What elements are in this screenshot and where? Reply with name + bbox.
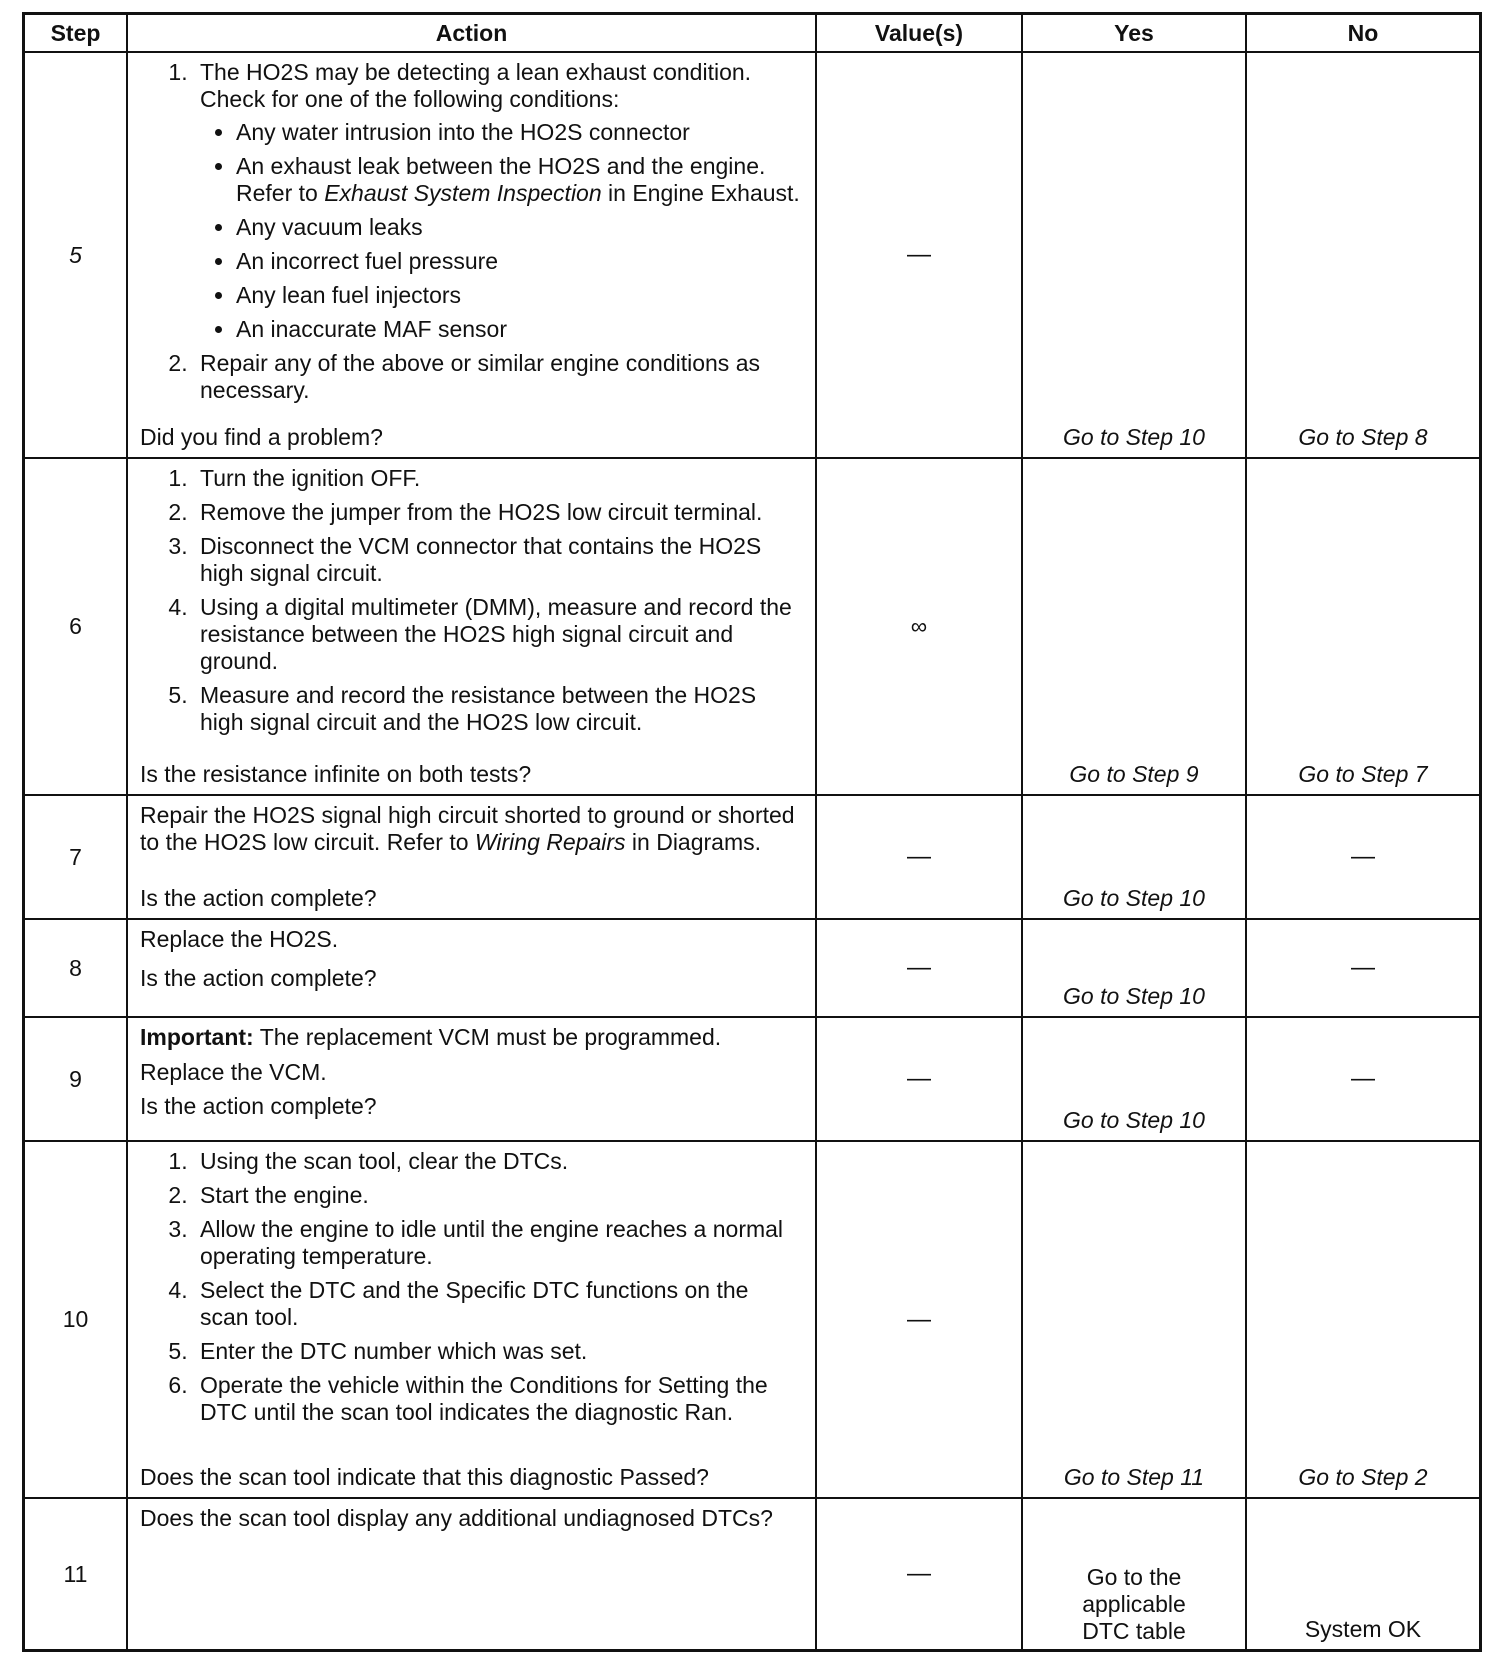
condition-item: • An incorrect fuel pressure	[236, 248, 803, 275]
action-item: 1. The HO2S may be detecting a lean exhaust condition. Check for one of the following conditions: • Any water intrusion into the HO2S connector • An exhaust leak between the HO2S and the engine. Refer to Exhaust System Inspection in Engine Exhaust. • Any vacuum leaks • An incorrect fuel pressure • Any lean fuel injectors • An inaccurate MAF sensor	[194, 59, 803, 343]
step-question: Is the action complete?	[140, 965, 377, 991]
no-outcome: Go to Step 8	[1298, 424, 1428, 450]
step-question: Does the scan tool display any additional undiagnosed DTCs?	[140, 1505, 773, 1531]
table-header-row	[25, 15, 1479, 51]
action-cell	[126, 1018, 815, 1140]
table-row-step-6	[25, 457, 1479, 794]
action-item: 5. Enter the DTC number which was set.	[194, 1338, 803, 1365]
action-item: 3. Allow the engine to idle until the engine reaches a normal operating temperature.	[194, 1216, 803, 1270]
reference-link-text: Exhaust System Inspection	[324, 180, 602, 206]
yes-outcome: Go to Step 11	[1063, 1464, 1205, 1490]
reference-link-text: Wiring Repairs	[474, 829, 626, 855]
step-number: 10	[62, 1306, 89, 1332]
yes-outcome: Go to the applicable DTC table	[1082, 1564, 1186, 1644]
important-note: Important: The replacement VCM must be programmed.	[140, 1024, 722, 1050]
step-number: 7	[69, 843, 82, 870]
value-cell: —	[815, 53, 1021, 457]
action-text: Replace the VCM.	[140, 1059, 327, 1085]
no-outcome: Go to Step 7	[1298, 761, 1428, 787]
table-row-step-10	[25, 1140, 1479, 1497]
action-item: 4. Using a digital multimeter (DMM), measure and record the resistance between the HO2S high signal circuit and ground.	[194, 594, 803, 675]
yes-outcome: Go to Step 10	[1063, 983, 1205, 1009]
value-cell: —	[815, 1499, 1021, 1649]
action-item: 5. Measure and record the resistance between the HO2S high signal circuit and the HO2S low circuit.	[194, 682, 803, 736]
condition-item: • Any water intrusion into the HO2S connector	[236, 119, 803, 146]
action-item: 2. Remove the jumper from the HO2S low circuit terminal.	[194, 499, 803, 526]
action-item: 6. Operate the vehicle within the Conditions for Setting the DTC until the scan tool indicates the diagnostic Ran.	[194, 1372, 803, 1426]
action-item: 3. Disconnect the VCM connector that contains the HO2S high signal circuit.	[194, 533, 803, 587]
table-row-step-9	[25, 1016, 1479, 1140]
condition-item: • Any vacuum leaks	[236, 214, 803, 241]
step-number: 6	[69, 613, 82, 639]
header-no: No	[1245, 15, 1479, 51]
yes-outcome: Go to Step 10	[1063, 424, 1205, 450]
yes-outcome: Go to Step 9	[1069, 761, 1199, 787]
step-number: 8	[69, 954, 82, 981]
action-cell	[126, 920, 815, 1016]
no-outcome: —	[1245, 796, 1479, 918]
step-number: 9	[69, 1065, 82, 1092]
step-number: 11	[63, 1560, 88, 1587]
action-item: 1. Using the scan tool, clear the DTCs.	[194, 1148, 803, 1175]
table-row-step-7	[25, 794, 1479, 918]
step-question: Is the action complete?	[140, 885, 377, 911]
step-question: Did you find a problem?	[140, 424, 383, 450]
step-number: 5	[69, 241, 82, 268]
value-cell: —	[815, 1142, 1021, 1497]
action-cell	[126, 796, 815, 918]
action-item: 2. Start the engine.	[194, 1182, 803, 1209]
action-cell	[126, 459, 815, 794]
header-yes: Yes	[1021, 15, 1245, 51]
condition-item: • An inaccurate MAF sensor	[236, 316, 803, 343]
value-cell: —	[815, 1018, 1021, 1140]
no-outcome: —	[1245, 1018, 1479, 1140]
table-row-step-5	[25, 51, 1479, 457]
condition-item: • Any lean fuel injectors	[236, 282, 803, 309]
value-cell: —	[815, 796, 1021, 918]
action-cell	[126, 53, 815, 457]
table-row-step-8	[25, 918, 1479, 1016]
action-item: 1. Turn the ignition OFF.	[194, 465, 803, 492]
header-step: Step	[50, 19, 101, 46]
action-item: 2. Repair any of the above or similar engine conditions as necessary.	[194, 350, 803, 404]
step-question: Is the action complete?	[140, 1093, 377, 1119]
table-row-step-11	[25, 1497, 1479, 1649]
value-cell: ∞	[815, 459, 1021, 794]
value-cell: —	[815, 920, 1021, 1016]
step-question: Does the scan tool indicate that this diagnostic Passed?	[140, 1464, 709, 1490]
step-question: Is the resistance infinite on both tests?	[140, 761, 532, 787]
action-cell	[126, 1499, 815, 1649]
condition-item: • An exhaust leak between the HO2S and the engine. Refer to Exhaust System Inspection in Engine Exhaust.	[236, 153, 803, 207]
no-outcome: System OK	[1304, 1616, 1422, 1642]
action-text: Repair the HO2S signal high circuit shorted to ground or shorted to the HO2S low circuit. Refer to Wiring Repairs in Diagrams.	[140, 802, 795, 855]
header-values: Value(s)	[815, 15, 1021, 51]
action-text: Replace the HO2S.	[140, 926, 339, 952]
yes-outcome: Go to Step 10	[1063, 885, 1205, 911]
yes-outcome: Go to Step 10	[1063, 1107, 1205, 1133]
action-item: 4. Select the DTC and the Specific DTC functions on the scan tool.	[194, 1277, 803, 1331]
action-cell	[126, 1142, 815, 1497]
diagnostic-table	[22, 12, 1482, 1652]
important-label: Important:	[140, 1024, 254, 1050]
header-action: Action	[126, 15, 815, 51]
no-outcome: —	[1245, 920, 1479, 1016]
no-outcome: Go to Step 2	[1298, 1464, 1428, 1490]
